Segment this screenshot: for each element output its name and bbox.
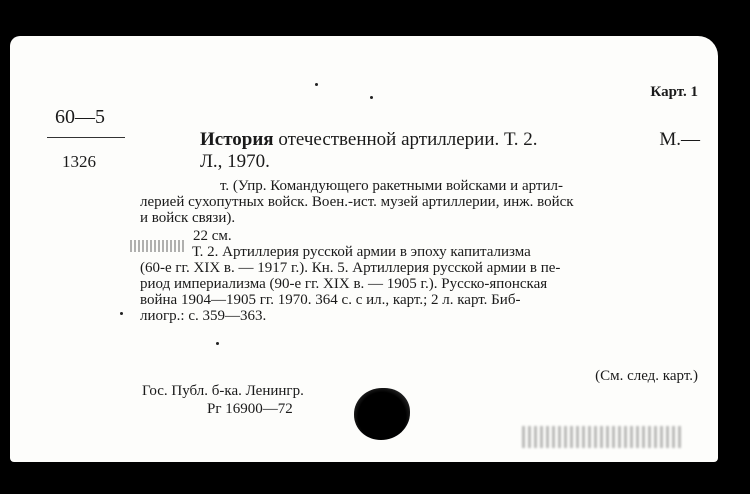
body-line-4: 22 см. xyxy=(193,228,232,244)
catalog-card xyxy=(10,36,718,462)
speck xyxy=(370,96,373,99)
body-line-8: война 1904—1905 гг. 1970. 364 с. с ил., карт.; 2 л. карт. Биб- xyxy=(140,292,521,308)
publisher-line: Гос. Публ. б-ка. Ленингр. xyxy=(142,383,304,399)
call-number: 1326 xyxy=(62,152,96,171)
title-line xyxy=(200,129,537,151)
shelf-mark: 60—5 xyxy=(55,106,105,128)
body-line-5: Т. 2. Артиллерия русской армии в эпоху капитализма xyxy=(192,244,531,260)
title-bold-word: История xyxy=(200,129,274,150)
speck xyxy=(216,342,219,345)
body-line-7: риод империализма (90-е гг. XIX в. — 1905 г.). Русско-японская xyxy=(140,276,548,292)
card-number: Карт. 1 xyxy=(650,84,698,100)
body-line-3: и войск связи). xyxy=(140,210,236,226)
body-line-9: лиогр.: с. 359—363. xyxy=(140,308,267,324)
body-line-6: (60-е гг. XIX в. — 1917 г.). Кн. 5. Артиллерия русской армии в пе- xyxy=(140,260,561,276)
faded-stamp xyxy=(522,426,682,448)
shelf-mark-divider xyxy=(47,137,125,138)
price-code: Рг 16900—72 xyxy=(207,401,293,417)
smudged-volume-mark xyxy=(130,240,185,252)
place-start: М.— xyxy=(659,129,700,150)
speck xyxy=(120,312,123,315)
speck xyxy=(315,83,318,86)
place-line: Л., 1970. xyxy=(200,151,270,172)
title-rest: отечественной артиллерии. Т. 2. xyxy=(273,129,538,150)
body-line-2: лерией сухопутных войск. Воен.-ист. музей артиллерии, инж. войск xyxy=(140,194,574,210)
body-line-1: т. (Упр. Командующего ракетными войсками и артил- xyxy=(220,178,563,194)
continued-note: (См. след. карт.) xyxy=(595,368,698,384)
ink-blot xyxy=(354,388,410,440)
